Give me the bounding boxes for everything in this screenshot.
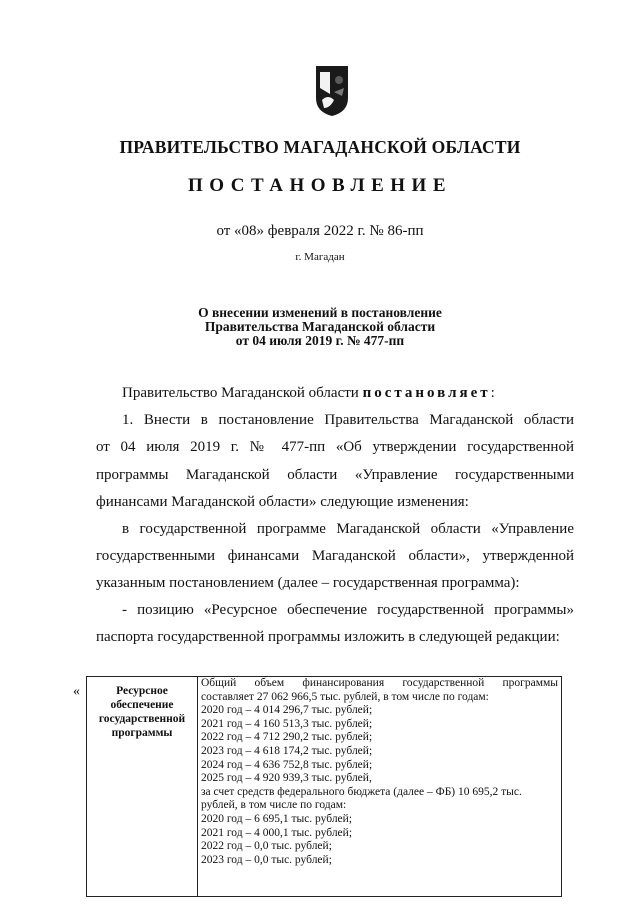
label-line: программы	[111, 727, 173, 739]
content-line: 2020 год – 6 695,1 тыс. рублей;	[201, 812, 353, 825]
content-line: 2021 год – 4 160 513,3 тыс. рублей;	[201, 717, 373, 730]
content-line: Общий объем финансирования государственной программы	[201, 677, 558, 689]
content-line: 2023 год – 4 618 174,2 тыс. рублей;	[201, 744, 373, 757]
document-title	[0, 306, 640, 348]
body-line: государственными финансами Магаданской области», утвержденной	[96, 548, 574, 564]
content-line: за счет средств федерального бюджета (далее – ФБ) 10 695,2 тыс.	[201, 785, 522, 798]
resource-table	[86, 676, 562, 897]
body-line: финансами Магаданской области» следующие изменения:	[96, 494, 469, 510]
row-content-cell	[198, 677, 562, 897]
body-line: 1. Внести в постановление Правительства Магаданской области	[122, 412, 574, 428]
content-line: 2021 год – 4 000,1 тыс. рублей;	[201, 826, 353, 839]
label-line: обеспечение	[110, 699, 174, 711]
content-line: 2022 год – 4 712 290,2 тыс. рублей;	[201, 731, 373, 744]
date-line: от «08» февраля 2022 г. № 86-пп	[216, 223, 424, 239]
intro-keyword: постановляет	[362, 385, 491, 401]
body-line: паспорта государственной программы изложить в следующей редакции:	[96, 629, 560, 645]
content-line: составляет 27 062 966,5 тыс. рублей, в том числе по годам:	[201, 690, 489, 703]
content-line: 2020 год – 4 014 296,7 тыс. рублей;	[201, 704, 373, 717]
content-line: 2023 год – 0,0 тыс. рублей;	[201, 853, 332, 866]
body-line: указанным постановлением (далее – государственная программа):	[96, 575, 520, 591]
intro-paragraph	[122, 385, 495, 402]
open-quote: «	[73, 684, 80, 699]
intro-suffix: :	[490, 385, 495, 401]
city-name: г. Магадан	[295, 251, 345, 263]
body-line: - позицию «Ресурсное обеспечение государственной программы»	[122, 602, 574, 618]
content-line: 2022 год – 0,0 тыс. рублей;	[201, 840, 332, 853]
content-line: 2025 год – 4 920 939,3 тыс. рублей,	[201, 772, 372, 785]
title-line: О внесении изменений в постановление	[198, 305, 442, 320]
coat-of-arms-icon	[312, 64, 352, 118]
body-line: в государственной программе Магаданской области «Управление	[122, 521, 574, 537]
label-line: Ресурсное	[116, 685, 168, 697]
title-line: от 04 июля 2019 г. № 477-пп	[235, 333, 405, 348]
table-row	[87, 677, 562, 897]
label-line: государственной	[98, 713, 186, 725]
title-line: Правительства Магаданской области	[204, 319, 436, 334]
row-label-cell	[87, 677, 198, 897]
government-name: ПРАВИТЕЛЬСТВО МАГАДАНСКОЙ ОБЛАСТИ	[119, 137, 521, 157]
body-line: от 04 июля 2019 г. № 477-пп «Об утверждении государственной	[96, 439, 574, 455]
intro-prefix: Правительство Магаданской области	[122, 385, 363, 401]
content-line: 2024 год – 4 636 752,8 тыс. рублей;	[201, 758, 373, 771]
content-line: рублей, в том числе по годам:	[201, 799, 347, 812]
body-line: программы Магаданской области «Управление государственными	[96, 467, 574, 483]
document-type: ПОСТАНОВЛЕНИЕ	[187, 175, 453, 196]
